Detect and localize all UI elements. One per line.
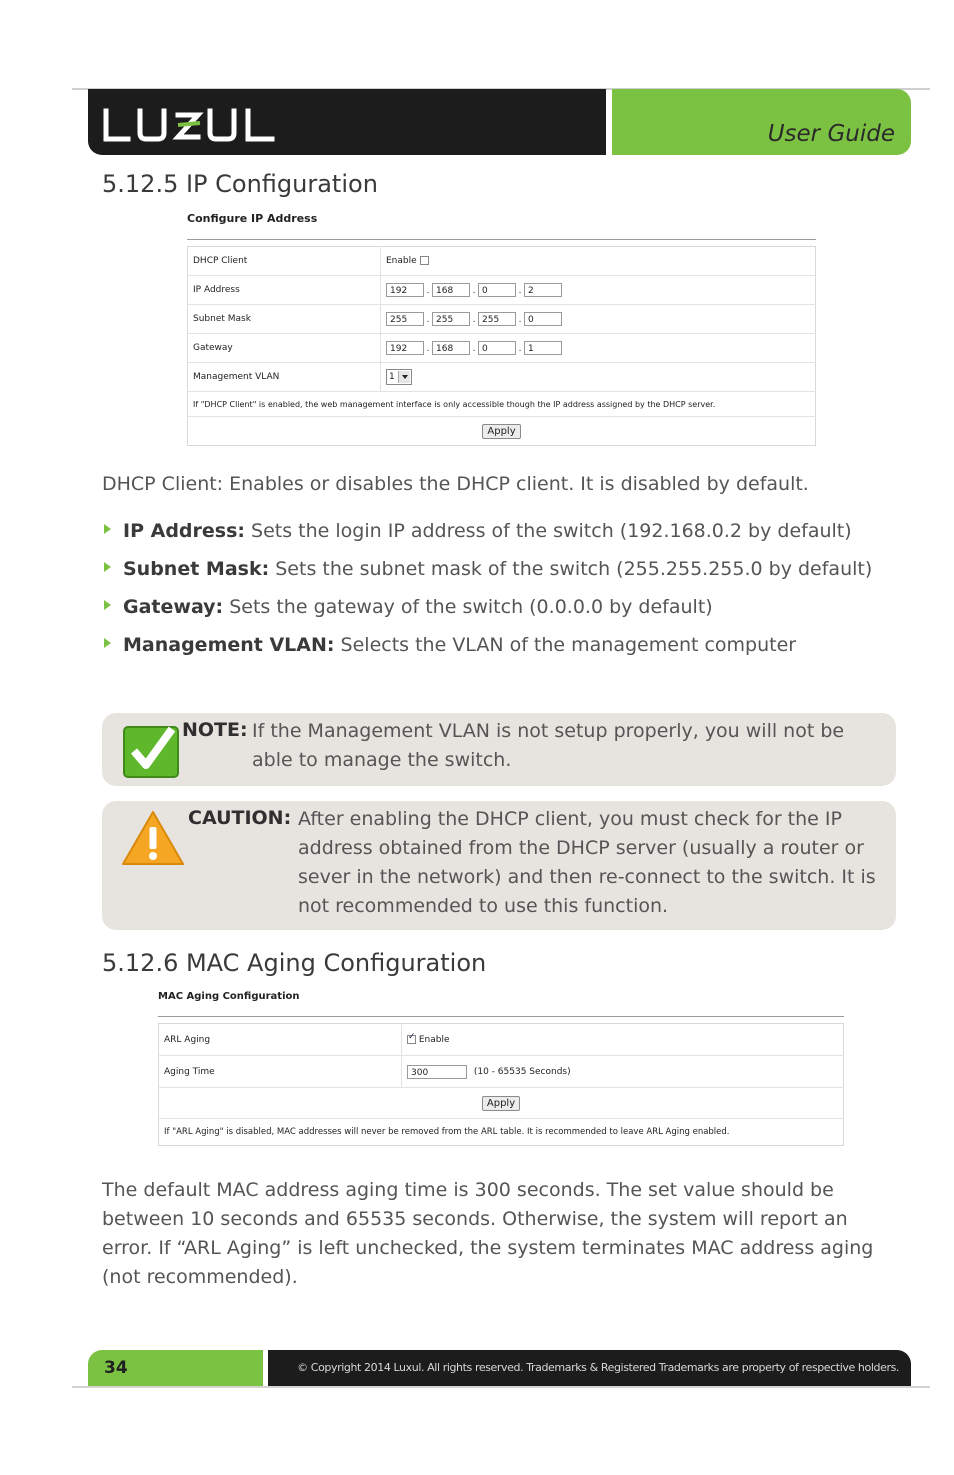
bullet-text: Sets the subnet mask of the switch (255.255.255.0 by default) — [269, 558, 873, 580]
table-row — [188, 363, 816, 392]
table-row — [159, 1024, 844, 1056]
bullet-term: Gateway: — [123, 596, 224, 618]
mask-octet-input[interactable]: 0 — [524, 312, 562, 326]
dhcp-note-text: If "DHCP Client" is enabled, the web management interface is only accessible though the IP address assigned by the DHCP server. — [188, 392, 816, 417]
ip-address-cell: 192 . 168 . 0 . 2 — [381, 276, 816, 305]
table-row — [159, 1119, 844, 1146]
vlan-selected-value: 1 — [389, 372, 395, 382]
copyright-text: © Copyright 2014 Luxul. All rights reserved. Trademarks & Registered Trademarks are property of respective holders. — [297, 1361, 899, 1374]
arl-note-text: If "ARL Aging" is disabled, MAC addresses will never be removed from the ARL table. It is recommended to leave ARL Aging enabled. — [164, 1127, 730, 1137]
dhcp-client-cell — [381, 247, 816, 276]
table-row — [188, 417, 816, 446]
arl-aging-label: ARL Aging — [159, 1024, 402, 1056]
dhcp-description: DHCP Client: Enables or disables the DHCP client. It is disabled by default. — [102, 473, 809, 495]
mac-aging-description: The default MAC address aging time is 300 seconds. The set value should be between 10 seconds and 65535 seconds. Otherwise, the system will report an error. If “ARL Aging” is left unchecked, the system terminates MAC address aging (not recommended). — [102, 1179, 874, 1288]
table-row — [188, 276, 816, 305]
ip-config-table — [187, 246, 816, 446]
screenshot-title: Configure IP Address — [187, 212, 318, 225]
subnet-mask-cell: 255 . 255 . 255 . 0 — [381, 305, 816, 334]
apply-cell — [188, 417, 816, 446]
management-vlan-label: Management VLAN — [188, 363, 381, 392]
mask-octet-input[interactable]: 255 — [386, 312, 424, 326]
arl-enable-text: Enable — [418, 1034, 450, 1045]
ip-octet-input[interactable]: 192 — [386, 283, 424, 297]
aging-time-cell — [402, 1056, 844, 1088]
management-vlan-select[interactable] — [386, 369, 412, 385]
caution-term: CAUTION: — [188, 807, 292, 829]
table-row — [159, 1088, 844, 1119]
bullet-triangle-icon — [104, 562, 111, 572]
apply-button[interactable]: Apply — [482, 1096, 520, 1111]
gateway-octet-input[interactable]: 1 — [524, 341, 562, 355]
page-number: 34 — [104, 1358, 128, 1378]
footer-shadow-line — [72, 1386, 930, 1388]
screenshot-title: MAC Aging Configuration — [158, 991, 300, 1002]
chevron-down-icon — [398, 371, 410, 383]
apply-cell — [159, 1088, 844, 1119]
bullet-text: Sets the gateway of the switch (0.0.0.0 by default) — [223, 596, 713, 618]
luxul-logo — [102, 107, 282, 143]
bullet-term: Subnet Mask: — [123, 558, 270, 580]
screenshot-rule — [187, 239, 816, 240]
bullet-text: Selects the VLAN of the management computer — [334, 634, 797, 656]
dhcp-client-label: DHCP Client — [188, 247, 381, 276]
dhcp-enable-text: Enable — [386, 256, 417, 266]
mask-octet-input[interactable]: 255 — [432, 312, 470, 326]
management-vlan-cell — [381, 363, 816, 392]
apply-button[interactable]: Apply — [482, 424, 520, 439]
note-text: If the Management VLAN is not setup properly, you will not be able to manage the switch. — [252, 720, 845, 771]
footer-bar — [268, 1350, 911, 1386]
aging-time-range: (10 - 65535 Seconds) — [473, 1067, 571, 1077]
subnet-mask-label: Subnet Mask — [188, 305, 381, 334]
table-row — [159, 1056, 844, 1088]
note-callout — [102, 713, 896, 786]
aging-time-label: Aging Time — [159, 1056, 402, 1088]
gateway-octet-input[interactable]: 0 — [478, 341, 516, 355]
arl-aging-cell — [402, 1024, 844, 1056]
list-item — [104, 550, 904, 588]
dhcp-enable-checkbox[interactable] — [420, 256, 429, 265]
bullet-text: Sets the login IP address of the switch (192.168.0.2 by default) — [245, 520, 852, 542]
gateway-label: Gateway — [188, 334, 381, 363]
guide-label: User Guide — [767, 121, 895, 147]
table-row — [188, 247, 816, 276]
ip-octet-input[interactable]: 2 — [524, 283, 562, 297]
bullet-triangle-icon — [104, 524, 111, 534]
list-item — [104, 588, 904, 626]
gateway-octet-input[interactable]: 192 — [386, 341, 424, 355]
header-guide-tab — [612, 89, 911, 155]
list-item — [104, 626, 904, 664]
list-item — [104, 512, 904, 550]
table-row — [188, 334, 816, 363]
gateway-cell: 192 . 168 . 0 . 1 — [381, 334, 816, 363]
screenshot-rule — [158, 1016, 844, 1017]
ip-octet-input[interactable]: 0 — [478, 283, 516, 297]
gateway-octet-input[interactable]: 168 — [432, 341, 470, 355]
bullet-triangle-icon — [104, 638, 111, 648]
bullet-term: IP Address: — [123, 520, 245, 542]
settings-bullet-list — [104, 512, 904, 664]
aging-time-input[interactable]: 300 — [407, 1065, 467, 1079]
mask-octet-input[interactable]: 255 — [478, 312, 516, 326]
ip-octet-input[interactable]: 168 — [432, 283, 470, 297]
caution-callout — [102, 801, 896, 930]
note-term: NOTE: — [182, 719, 248, 741]
section-heading-ip-config: 5.12.5 IP Configuration — [102, 170, 378, 198]
bullet-term: Management VLAN: — [123, 634, 335, 656]
bullet-triangle-icon — [104, 600, 111, 610]
mac-aging-table — [158, 1023, 844, 1146]
arl-enable-checkbox[interactable] — [407, 1035, 416, 1044]
table-row — [188, 392, 816, 417]
check-icon — [122, 721, 180, 779]
warning-icon — [121, 809, 185, 867]
footer-page-tab — [88, 1350, 263, 1386]
ip-address-label: IP Address — [188, 276, 381, 305]
table-row — [188, 305, 816, 334]
caution-text: After enabling the DHCP client, you must check for the IP address obtained from the DHCP server (usually a router or sever in the network) and then re-connect to the switch. It is not recommended to use this function. — [298, 808, 876, 917]
section-heading-mac-aging: 5.12.6 MAC Aging Configuration — [102, 949, 487, 977]
